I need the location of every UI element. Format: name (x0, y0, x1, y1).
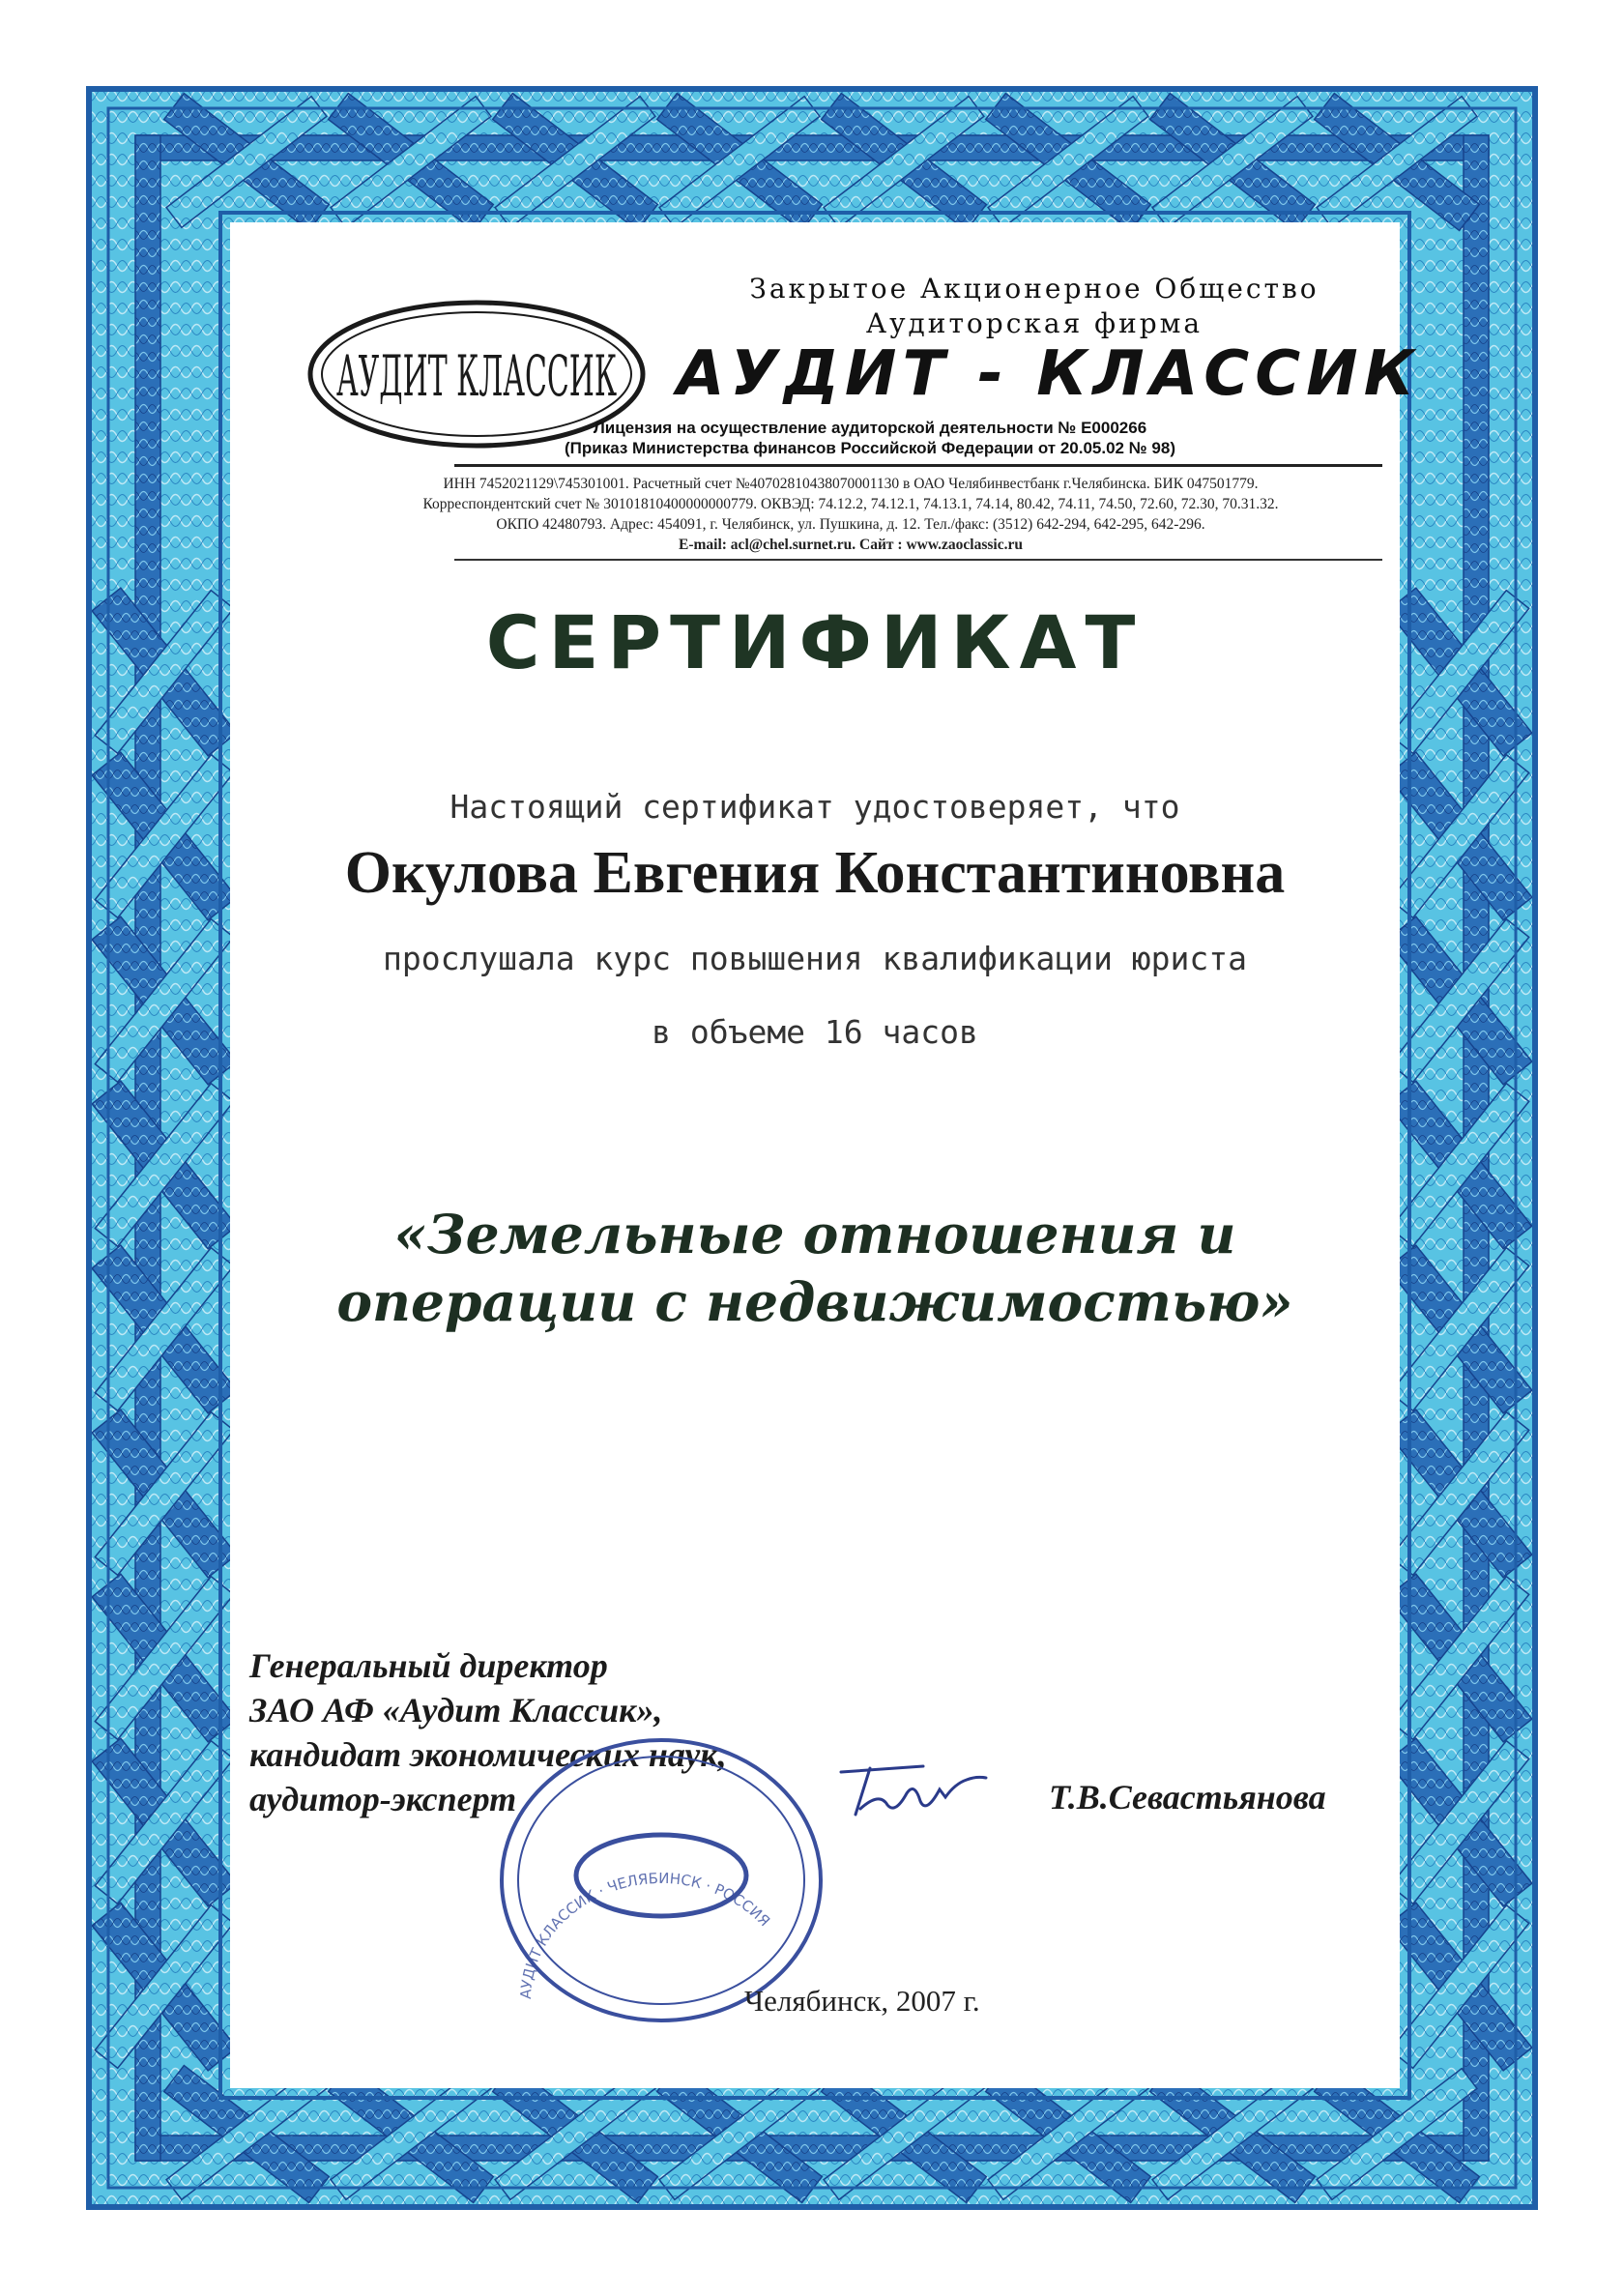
license-info (425, 418, 1315, 458)
handwritten-signature (831, 1755, 1005, 1832)
requisites-line: ИНН 7452021129\745301001. Расчетный счет №40702810438070001130 в ОАО Челябинвестбанк г.Челябинска. БИК 047501779. (443, 476, 1259, 492)
company-requisites (290, 474, 1411, 555)
license-line: Лицензия на осуществление аудиторской деятельности № Е000266 (593, 419, 1147, 437)
logo-text: АУДИТ КЛАССИК (336, 343, 618, 409)
signatory-title: аудитор-эксперт (249, 1780, 517, 1818)
license-order-line: (Приказ Министерства финансов Российской Федерации от 20.05.02 № 98) (565, 439, 1175, 457)
course-topic-line: «Земельные отношения и (393, 1203, 1236, 1265)
signatory-name: Т.В.Севастьянова (1049, 1778, 1326, 1816)
divider (454, 559, 1382, 561)
requisites-contacts: E-mail: acl@chel.surnet.ru. Сайт : www.zaoclassic.ru (679, 537, 1023, 553)
course-volume: в объеме 16 часов (652, 1013, 978, 1051)
recipient-name: Окулова Евгения Константиновна (344, 840, 1286, 906)
course-topic-line: операции с недвижимостью» (336, 1270, 1293, 1333)
requisites-line: ОКПО 42480793. Адрес: 454091, г. Челябинск, ул. Пушкина, д. 12. Тел./факс: (3512) 642-294, 642-295, 642-296. (496, 516, 1205, 533)
stamp-text: АУДИТ КЛАССИК · ЧЕЛЯБИНСК · РОССИЯ (516, 1869, 774, 2000)
certificate-intro: Настоящий сертификат удостоверяет, что (450, 788, 1180, 826)
place-and-year: Челябинск, 2007 г. (744, 1984, 980, 2018)
company-type: Закрытое Акционерное Общество (749, 273, 1320, 305)
signatory-degree: кандидат экономических наук, (249, 1735, 727, 1774)
signatory-company: ЗАО АФ «Аудит Классик», (249, 1691, 663, 1729)
course-topic (230, 1201, 1400, 1336)
certificate-title: СЕРТИФИКАТ (485, 599, 1145, 685)
divider (454, 464, 1382, 467)
course-description: прослушала курс повышения квалификации юриста (382, 940, 1248, 977)
company-kind: Аудиторская фирма (865, 307, 1204, 339)
signatory-position: Генеральный директор (249, 1646, 608, 1685)
requisites-line: Корреспондентский счет № 30101810400000000779. ОКВЭД: 74.12.2, 74.12.1, 74.13.1, 74.14, 80.42, 74.11, 74.50, 72.60, 72.30, 70.31.32. (422, 496, 1279, 512)
company-name: АУДИТ - КЛАССИК (677, 338, 1421, 410)
